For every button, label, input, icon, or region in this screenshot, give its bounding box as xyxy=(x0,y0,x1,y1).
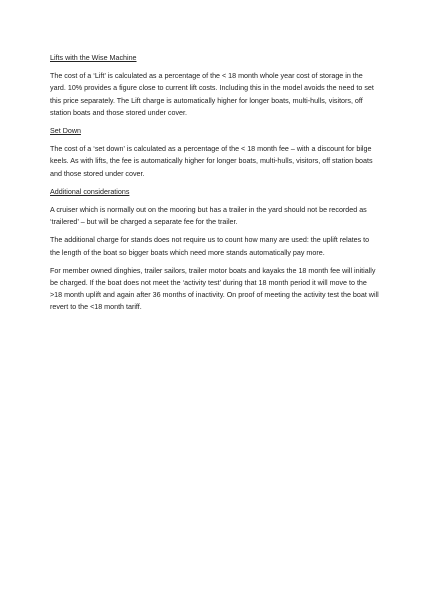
paragraph-stands-charge: The additional charge for stands does not require us to count how many are used: the uplift relates to the length of the boat so bigger boats which need more stands automatically pay more. xyxy=(50,236,370,257)
paragraph-cruiser-trailer: A cruiser which is normally out on the mooring but has a trailer in the yard should not be recorded as ‘trailered’ – but will be charged a separate fee for the trailer. xyxy=(50,206,367,227)
paragraph-lift-cost: The cost of a ‘Lift’ is calculated as a percentage of the < 18 month whole year cost of storage in the yard. 10% provides a figure close to current lift costs. Including this in the model avoids the need to set this price separately. The Lift charge is automatically higher for longer boats, multi-hulls, visitors, off station boats and those stored under cover. xyxy=(50,72,374,117)
paragraph-member-dinghies: For member owned dinghies, trailer sailors, trailer motor boats and kayaks the 18 month fee will initially be charged. If the boat does not meet the ‘activity test’ during that 18 month period it will move to the >18 month uplift and again after 36 months of inactivity. On proof of meeting the activity test the boat will revert to the <18 month tariff. xyxy=(50,266,379,312)
section-heading-lifts: Lifts with the Wise Machine xyxy=(50,54,137,62)
section-heading-additional-considerations: Additional considerations xyxy=(50,187,130,196)
section-heading-set-down: Set Down xyxy=(50,127,81,136)
paragraph-set-down-cost: The cost of a ‘set down’ is calculated as a percentage of the < 18 month fee – with a discount for bilge keels. As with lifts, the fee is automatically higher for longer boats, multi-hulls, visitors, off station boats and those stored under cover. xyxy=(50,145,373,178)
document-body xyxy=(50,52,380,320)
